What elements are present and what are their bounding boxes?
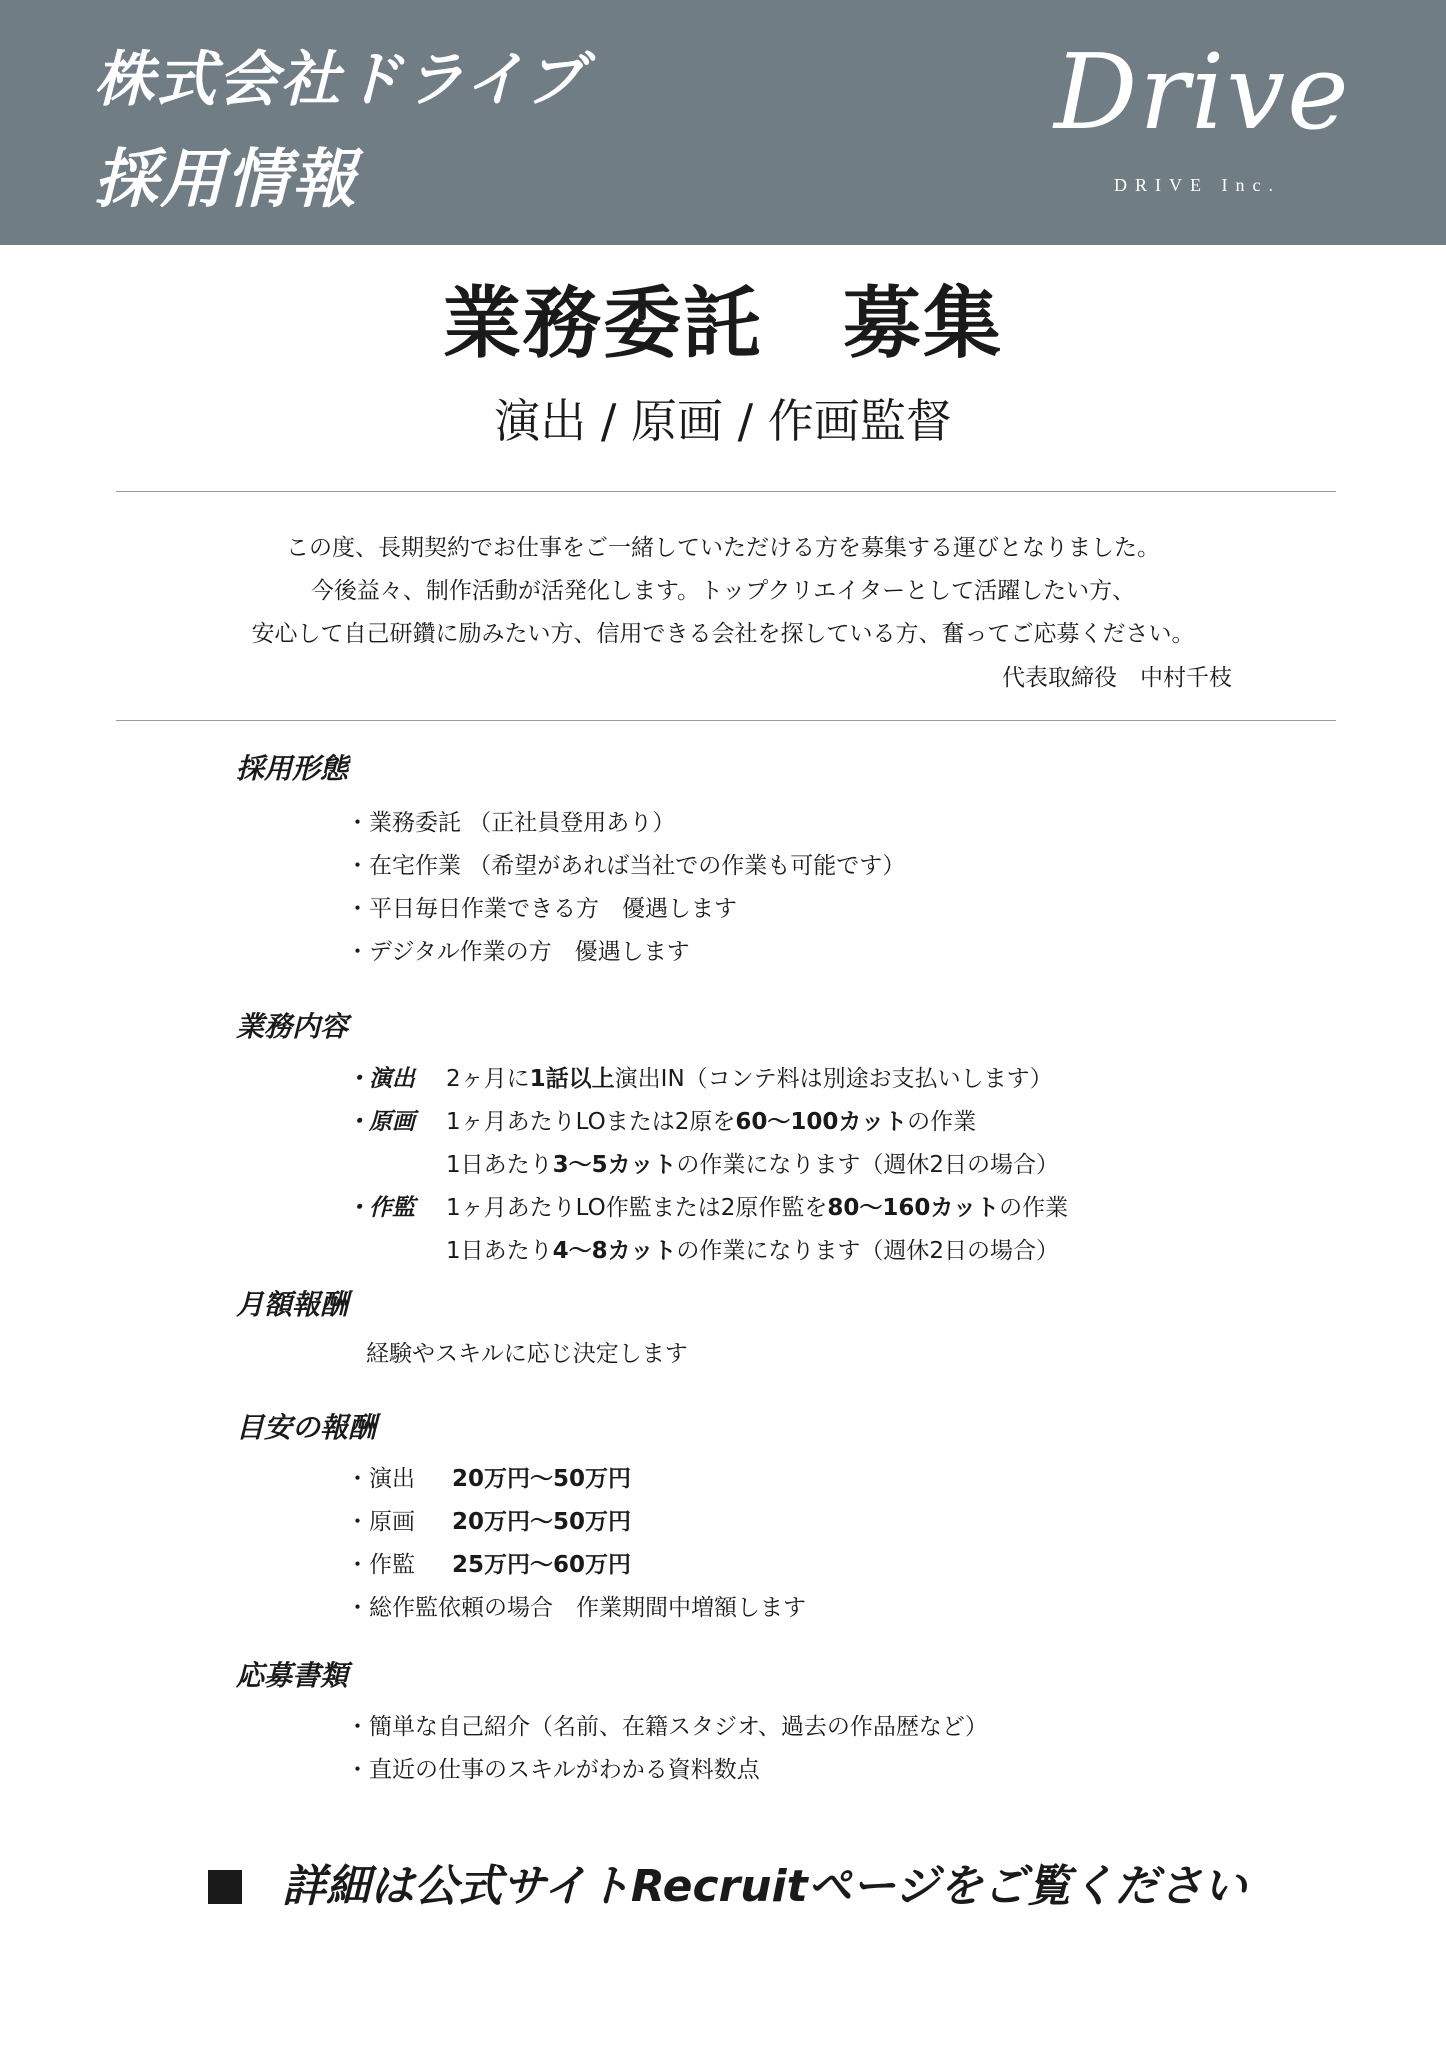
section-heading-monthly-fee: 月額報酬 (236, 1288, 349, 1321)
signature: 代表取締役 中村千枝 (1002, 665, 1232, 691)
duty-row (346, 1144, 1068, 1187)
section-heading-documents: 応募書類 (236, 1659, 349, 1692)
list-item: ・平日毎日作業できる方 優遇します (346, 896, 737, 922)
page-title: 業務委託 募集 (442, 279, 1003, 369)
employment-list (346, 802, 905, 974)
duty-text: 1日あたり4～8カットの作業になります（週休2日の場合） (446, 1238, 1060, 1264)
section-heading-duties: 業務内容 (236, 1010, 349, 1043)
list-item: ・簡単な自己紹介（名前、在籍スタジオ、過去の作品歴など） (346, 1714, 988, 1740)
pay-label: ・原画 (346, 1509, 415, 1535)
section-heading-employment: 採用形態 (236, 752, 349, 785)
duty-text: 1ヶ月あたりLO作監または2原作監を80～160カットの作業 (446, 1195, 1069, 1221)
divider-top (116, 491, 1336, 492)
divider-bottom (116, 720, 1336, 721)
intro-message (0, 527, 1446, 656)
footer-note (208, 1861, 1247, 1912)
pay-note: ・総作監依頼の場合 作業期間中増額します (346, 1595, 806, 1621)
header-banner (0, 0, 1446, 245)
duty-label (346, 1144, 446, 1187)
pay-label: ・演出 (346, 1466, 415, 1492)
pay-guide-list (346, 1458, 806, 1630)
duty-label: ・作監 (346, 1195, 415, 1221)
monthly-fee-text: 経験やスキルに応じ決定します (366, 1341, 688, 1367)
intro-line: 安心して自己研鑽に励みたい方、信用できる会社を探している方、奮ってご応募ください。 (251, 621, 1195, 647)
pay-value: 20万円～50万円 (452, 1466, 632, 1492)
section-heading-pay-guide: 目安の報酬 (236, 1411, 377, 1444)
list-item: ・在宅作業 （希望があれば当社での作業も可能です） (346, 853, 906, 879)
duty-label (346, 1230, 446, 1273)
intro-line: この度、長期契約でお仕事をご一緒していただける方を募集する運びとなりました。 (286, 535, 1160, 561)
pay-label: ・作監 (346, 1552, 415, 1578)
black-square-icon (208, 1870, 242, 1904)
duty-row (346, 1101, 1068, 1144)
duty-row (346, 1058, 1068, 1101)
pay-value: 25万円～60万円 (452, 1552, 632, 1578)
pay-row (346, 1501, 806, 1544)
drive-logo (1040, 31, 1351, 210)
company-name: 株式会社ドライブ (94, 45, 587, 115)
duty-text: 1日あたり3～5カットの作業になります（週休2日の場合） (446, 1152, 1060, 1178)
page-subtitle: 演出 / 原画 / 作画監督 (494, 394, 952, 448)
logo-subtitle: DRIVE Inc. (1114, 175, 1281, 195)
list-item: ・業務委託 （正社員登用あり） (346, 810, 676, 836)
list-item: ・デジタル作業の方 優遇します (346, 939, 690, 965)
pay-value: 20万円～50万円 (452, 1509, 632, 1535)
documents-list (346, 1706, 988, 1792)
recruit-heading: 採用情報 (94, 143, 358, 217)
pay-row (346, 1458, 806, 1501)
intro-line: 今後益々、制作活動が活発化します。トップクリエイターとして活躍したい方、 (310, 578, 1136, 604)
duty-label: ・原画 (346, 1109, 415, 1135)
duty-text: 1ヶ月あたりLOまたは2原を60～100カットの作業 (446, 1109, 977, 1135)
footer-text: 詳細は公式サイトRecruitページをご覧ください (282, 1861, 1247, 1912)
duty-label: ・演出 (346, 1066, 415, 1092)
list-item: ・直近の仕事のスキルがわかる資料数点 (346, 1757, 760, 1783)
logo-script: Drive (1054, 31, 1351, 153)
duty-row (346, 1187, 1068, 1230)
duties-list (346, 1058, 1068, 1273)
duty-text: 2ヶ月に1話以上演出IN（コンテ料は別途お支払いします） (446, 1066, 1053, 1092)
duty-row (346, 1230, 1068, 1273)
pay-row (346, 1544, 806, 1587)
